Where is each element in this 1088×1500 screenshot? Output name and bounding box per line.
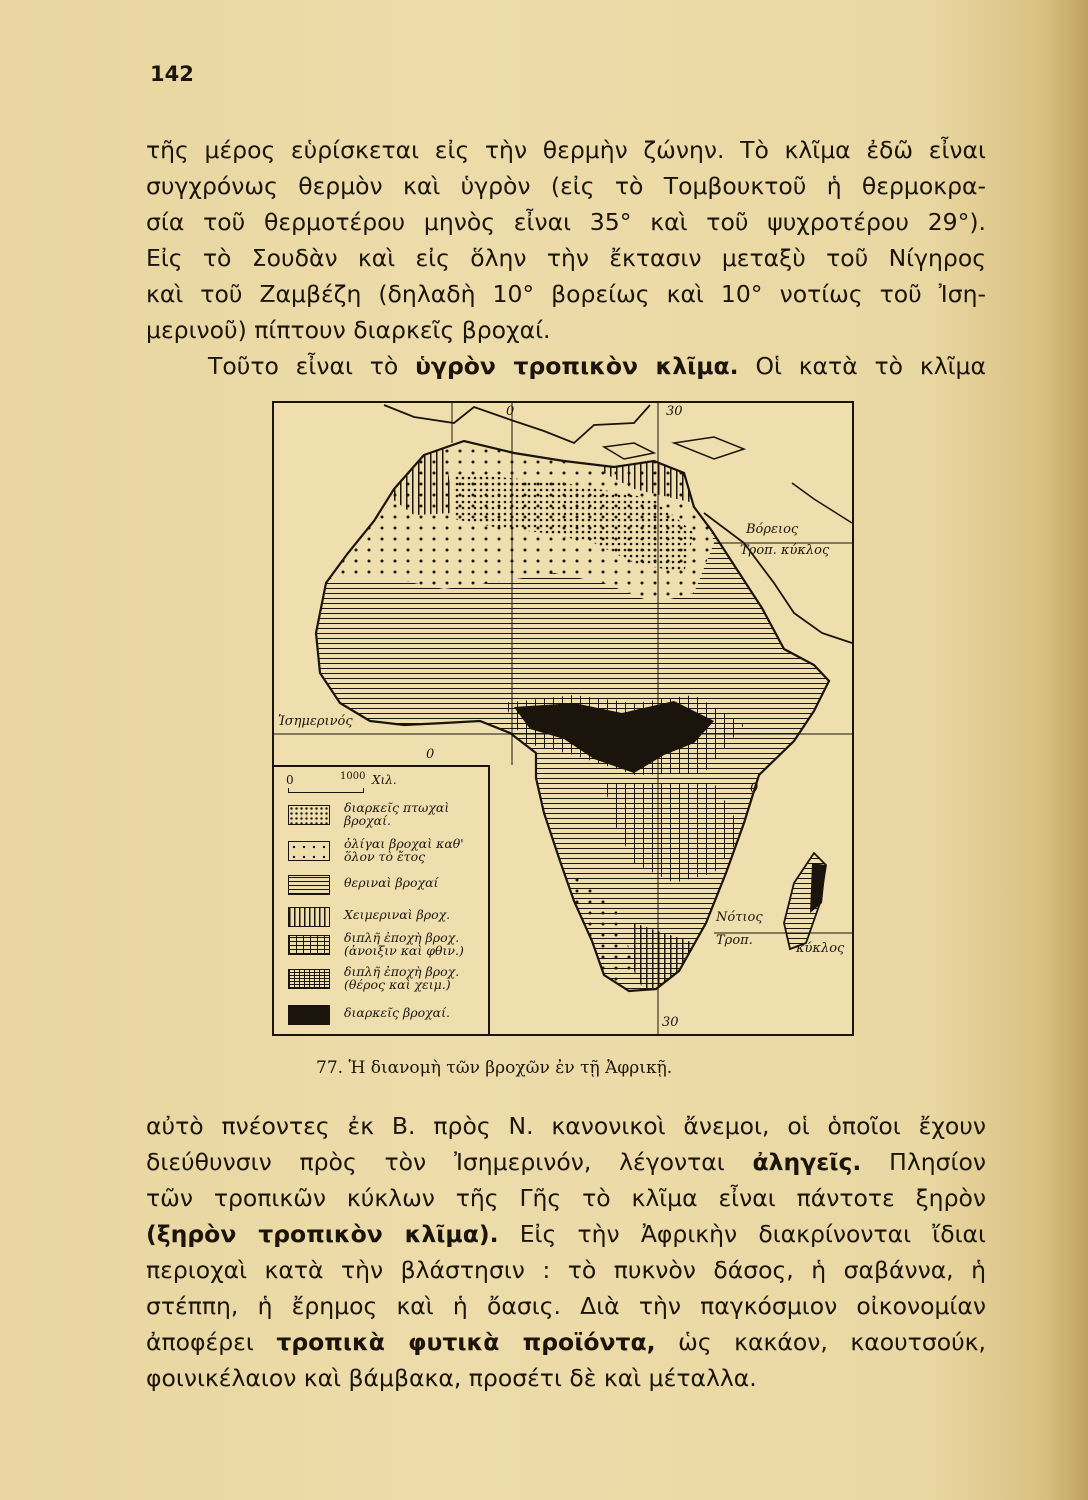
legend-item-constant-rains <box>288 1001 484 1031</box>
term-trade-winds: ἀληγεῖς. <box>752 1148 862 1176</box>
legend-item-winter-rains <box>288 903 484 933</box>
text-line: Εἰς τὸ Σουδὰν καὶ εἰς ὅλην τὴν ἔκτασιν μεταξὺ τοῦ Νίγηρος <box>146 244 986 272</box>
legend-swatch <box>288 935 330 955</box>
text-line-products <box>146 1324 986 1360</box>
text-line: φοινικέλαιον καὶ βάμβακα, προσέτι δὲ καὶ μέταλλα. <box>146 1364 757 1392</box>
top-paragraph <box>146 132 986 384</box>
scale-unit: Χιλ. <box>372 773 397 787</box>
longitude-30-top-label: 30 <box>666 404 683 419</box>
legend-label: διαρκεῖς βροχαί. <box>344 1005 450 1020</box>
north-tropic-label-2: Τροπ. κύκλος <box>740 543 830 558</box>
south-tropic-label: Νότιος <box>716 910 763 925</box>
text-run: Εἰς τὴν Ἀφρικὴν διακρίνονται ἴδιαι <box>498 1220 987 1248</box>
longitude-30-bottom-label: 30 <box>662 1015 679 1030</box>
legend-label: διαρκεῖς πτωχαὶ βροχαί. <box>344 800 450 828</box>
text-line: στέππη, ἡ ἔρημος καὶ ἡ ὄασις. Διὰ τὴν παγκόσμιον οἰκονομίαν <box>146 1292 986 1320</box>
legend-label: θεριναὶ βροχαί <box>344 875 439 890</box>
legend-swatch <box>288 969 330 989</box>
text-line: περιοχαὶ κατὰ τὴν βλάστησιν : τὸ πυκνὸν δάσος, ἡ σαβάννα, ἡ <box>146 1256 986 1284</box>
text-line: συγχρόνως θερμὸν καὶ ὑγρὸν (εἰς τὸ Τομβουκτοῦ ἡ θερμοκρα- <box>146 172 986 200</box>
text-line: αὐτὸ πνέοντες ἐκ Β. πρὸς Ν. κανονικοὶ ἄνεμοι, οἱ ὁποῖοι ἔχουν <box>146 1112 986 1140</box>
text-line: μερινοῦ) πίπτουν διαρκεῖς βροχαί. <box>146 316 551 344</box>
text-run: Πλησίον <box>861 1148 986 1176</box>
madagascar-constant-rains <box>810 863 826 913</box>
equator-label: Ἰσημερινός <box>278 714 353 729</box>
legend-swatch <box>288 841 330 861</box>
text-run: Τοῦτο εἶναι τὸ <box>208 352 416 380</box>
scale-bar <box>284 773 444 795</box>
text-run: ἀποφέρει <box>146 1328 277 1356</box>
text-line: σία τοῦ θερμοτέρου μηνὸς εἶναι 35° καὶ τοῦ ψυχροτέρου 29°). <box>146 208 986 236</box>
mediterranean-island <box>604 443 654 459</box>
term-humid-tropical-climate: ὑγρὸν τροπικὸν κλῖμα. <box>415 352 739 380</box>
scale-end: 1000 <box>340 771 366 782</box>
legend-label: Χειμεριναὶ βροχ. <box>344 907 451 922</box>
europe-coastline <box>384 405 650 443</box>
legend-item-summer-rains <box>288 871 484 901</box>
legend-item-double-season-spring-autumn <box>288 931 484 961</box>
text-line: τῶν τροπικῶν κύκλων τῆς Γῆς τὸ κλῖμα εἶναι πάντοτε ξηρὸν <box>146 1184 986 1212</box>
text-run: διεύθυνσιν πρὸς τὸν Ἰσημερινόν, λέγονται <box>146 1148 753 1176</box>
figure-caption: 77. Ἡ διανομὴ τῶν βροχῶν ἐν τῇ Ἀφρικῇ. <box>316 1058 673 1078</box>
text-run: ὡς κακάον, καουτσούκ, <box>655 1328 987 1356</box>
legend-label: διπλῆ ἐποχὴ βροχ. (θέρος καὶ χειμ.) <box>344 964 460 992</box>
africa-rainfall-map <box>272 401 854 1036</box>
north-tropic-label: Βόρειος <box>746 522 799 537</box>
legend-label: διπλῆ ἐποχὴ βροχ. (ἀνοιξιν καὶ φθιν.) <box>344 930 464 958</box>
text-line-humid-climate <box>146 348 986 384</box>
legend-swatch <box>288 875 330 895</box>
legend-item-double-season-summer-winter <box>288 965 484 995</box>
text-run: Οἱ κατὰ τὸ κλῖμα <box>738 352 986 380</box>
bottom-paragraph <box>146 1108 986 1396</box>
scale-start: 0 <box>286 773 294 787</box>
legend-swatch <box>288 907 330 927</box>
mediterranean-island <box>674 437 744 459</box>
longitude-0-label: 0 <box>506 404 515 419</box>
legend-label: ὀλίγαι βροχαὶ καθ' ὅλον τὸ ἔτος <box>344 836 464 864</box>
legend-item-few-rains <box>288 837 484 867</box>
text-line-trade-winds <box>146 1144 986 1180</box>
scale-line <box>288 788 364 793</box>
map-legend <box>274 765 490 1036</box>
text-line: τῆς μέρος εὑρίσκεται εἰς τὴν θερμὴν ζώνην. Τὸ κλῖμα ἐδῶ εἶναι <box>146 136 986 164</box>
text-line: καὶ τοῦ Ζαμβέζη (δηλαδὴ 10° βορείως καὶ 10° νοτίως τοῦ Ἰση- <box>146 280 986 308</box>
term-dry-tropical-climate: (ξηρὸν τροπικὸν κλῖμα). <box>146 1220 499 1248</box>
south-tropic-label-2: Τροπ. <box>716 933 753 948</box>
legend-item-poor-rains <box>288 801 484 831</box>
south-tropic-label-3: κύκλος <box>796 941 845 956</box>
term-tropical-plant-products: τροπικὰ φυτικὰ προϊόντα, <box>276 1328 656 1356</box>
arabia-coastline-north <box>792 483 852 523</box>
legend-swatch <box>288 1005 330 1025</box>
latitude-0-west-label: 0 <box>426 747 435 762</box>
page-number: 142 <box>150 62 194 86</box>
legend-swatch <box>288 805 330 825</box>
latitude-0-east-label: 0 <box>750 781 759 796</box>
text-line-dry-climate <box>146 1216 986 1252</box>
